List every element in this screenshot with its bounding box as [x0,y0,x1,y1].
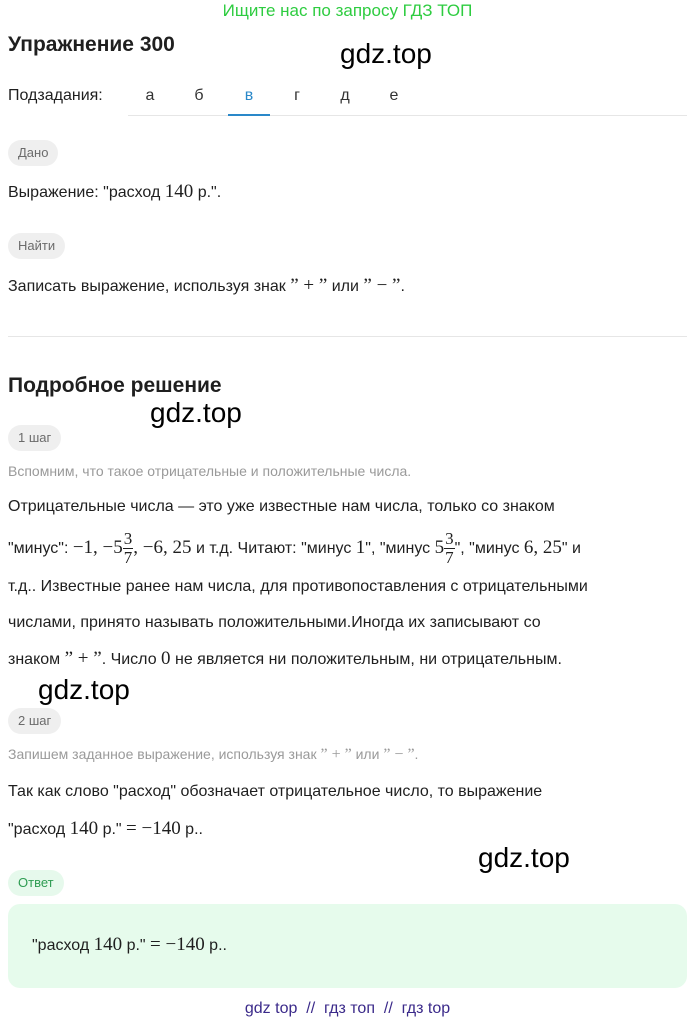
find-plus: ” + ” [290,275,328,296]
l2-math-3: 1 [355,537,366,558]
hint-text-a: Запишем заданное выражение, используя знак [8,746,321,762]
l2-minus-word: "минус": [8,540,73,557]
frac-num: 3 [123,529,133,549]
answer-equals: = −140 [150,934,205,955]
answer-number: 140 [93,934,123,955]
given-number: 140 [164,181,194,202]
answer-c: р.. [204,937,227,954]
hint-text-c: . [414,746,419,762]
step1-hint: Вспомним, что такое отрицательные и положительные числа. [8,463,412,479]
subtasks-label: Подзадания: [8,87,103,104]
find-minus: ” − ” [363,275,401,296]
promo-banner[interactable]: Ищите нас по запросу ГДЗ ТОП [222,1,473,20]
l2-number: 140 [69,818,99,839]
find-tail: . [400,278,405,295]
step1-line2 [8,529,692,568]
l5-plus: ” + ” [64,648,102,669]
watermark: gdz.top [38,674,130,705]
find-or: или [327,278,364,295]
step1-badge: 1 шаг [8,425,61,451]
find-text [8,274,405,299]
l2-text-c: р.. [180,821,203,838]
find-label: Записать выражение, используя знак [8,278,291,295]
fraction-3-7 [123,530,134,567]
frac-num: 3 [445,529,454,549]
l2-text-a: "расход [8,821,70,838]
given-badge: Дано [8,140,58,166]
answer-text [32,933,227,958]
step1-line1: Отрицательные числа — это уже известные нам числа, только со знаком [8,498,555,515]
l2-math-4: 5 [434,537,445,558]
tab-b[interactable]: б [194,87,204,104]
answer-a: "расход [32,937,94,954]
step1-line4: числами, принято называть положительными.Иногда их записывают со [8,614,541,631]
l2-text-e: " и [561,540,581,557]
given-text [8,180,221,205]
tab-e[interactable]: е [389,87,399,104]
tab-v[interactable]: в [228,76,270,116]
step1-line3: т.д.. Известные ранее нам числа, для противопоставления с отрицательными [8,578,588,595]
hint-plus: ” + ” [320,746,352,763]
step2-hint [8,742,418,767]
given-tail: р.". [193,184,222,201]
frac-den: 7 [445,548,454,568]
step2-line1: Так как слово "расход" обозначает отрицательное число, то выражение [8,783,543,800]
tab-d[interactable]: д [340,87,350,104]
l5-zero: 0 [161,648,171,669]
frac-den: 7 [123,548,133,568]
tab-g[interactable]: г [294,87,300,104]
answer-b: р." [122,937,151,954]
fraction-3-7-b [444,530,455,567]
l2-math-5: 6, 25 [523,537,562,558]
divider [8,336,687,337]
watermark: gdz.top [150,397,242,428]
hint-minus: ” − ” [383,746,415,763]
l2-text-b: р." [98,821,127,838]
footer-links[interactable]: gdz top // гдз топ // гдз top [244,1000,451,1017]
l2-text-c: ", "минус [365,540,435,557]
l5-text-b: . Число [101,651,162,668]
l2-math-2: , −6, 25 [133,537,192,558]
hint-or: или [351,746,384,762]
given-label: Выражение: "расход [8,184,165,201]
l2-math-1: −1, −5 [72,537,123,558]
subtask-tabs [128,76,687,116]
solution-title: Подробное решение [8,374,222,397]
l2-equals: = −140 [126,818,181,839]
watermark: gdz.top [340,38,432,69]
l2-text-b: и т.д. Читают: "минус [191,540,356,557]
watermark: gdz.top [478,842,570,873]
l5-text-a: знаком [8,651,65,668]
page-title: Упражнение 300 [8,33,175,56]
l2-text-d: ", "минус [454,540,524,557]
tab-a[interactable]: а [145,87,155,104]
answer-badge: Ответ [8,870,64,896]
answer-box [8,904,687,988]
step2-badge: 2 шаг [8,708,61,734]
l5-text-c: не является ни положительным, ни отрицательным. [170,651,562,668]
step2-line2 [8,810,692,849]
find-badge: Найти [8,233,65,259]
